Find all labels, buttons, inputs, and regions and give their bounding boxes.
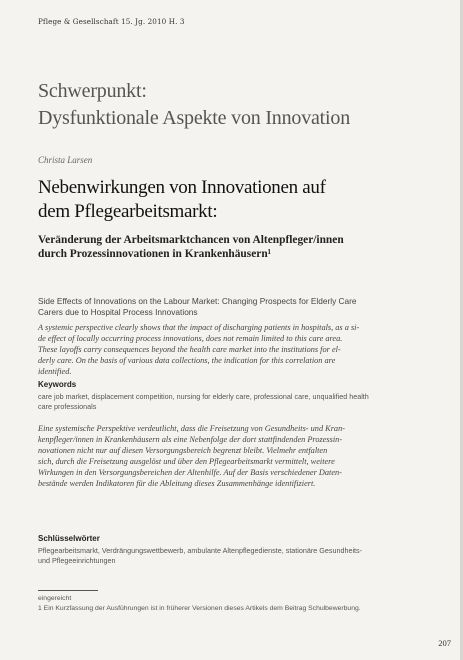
abstract-de-line: Eine systemische Perspektive verdeutlicht, dass die Freisetzung von Gesundheits- und Kran- — [38, 424, 345, 433]
article-subtitle-line-2: durch Prozessinnovationen in Krankenhäusern¹ — [38, 248, 272, 260]
schlusselworter-text — [38, 546, 448, 566]
abstract-de-line: Wirkungen in den Versorgungsbereichen der Altenhilfe. Auf der Basis verschiedener Daten- — [38, 468, 342, 477]
article-subtitle-line-1: Veränderung der Arbeitsmarktchancen von Altenpfleger/innen — [38, 234, 344, 246]
article-subtitle — [38, 233, 443, 261]
abstract-de-line: kenpfleger/innen in Krankenhäusern als eine Nebenfolge der dort stattfindenden Prozessin- — [38, 435, 343, 444]
section-title-line-2: Dysfunktionale Aspekte von Innovation — [38, 107, 350, 129]
section-title-line-1: Schwerpunkt: — [38, 80, 147, 102]
keywords-line: care job market, displacement competition, nursing for elderly care, professional care, unqualified health — [38, 392, 369, 401]
author-name: Christa Larsen — [38, 155, 93, 165]
keywords-text — [38, 392, 448, 412]
footnote-received: eingereicht — [38, 595, 72, 602]
page-number: 207 — [438, 638, 451, 648]
keywords-heading: Keywords — [38, 380, 77, 389]
abstract-english — [38, 322, 448, 377]
article-title-line-1: Nebenwirkungen von Innovationen auf — [38, 177, 326, 198]
abstract-en-line: de effect of locally occurring process innovations, does not remain limited to this care area. — [38, 334, 343, 343]
footnote-1: 1 Ein Kurzfassung der Ausführungen ist in früherer Versionen dieses Artikels dem Beitrag Schulbewerbung. — [38, 605, 361, 612]
english-title-line-2: Carers due to Hospital Process Innovations — [38, 307, 198, 317]
section-title — [38, 78, 350, 132]
schlusselworter-heading: Schlüsselwörter — [38, 534, 100, 543]
keywords-line: care professionals — [38, 402, 97, 411]
abstract-german — [38, 423, 448, 489]
english-title-line-1: Side Effects of Innovations on the Labour Market: Changing Prospects for Elderly Care — [38, 296, 357, 306]
article-title-line-2: dem Pflegearbeitsmarkt: — [38, 201, 218, 222]
article-title — [38, 176, 438, 224]
abstract-de-line: bestände werden Indikatoren für die Ableitung dieses Zusammenhänge identifiziert. — [38, 479, 316, 488]
schlusselworter-line: und Pflegeeinrichtungen — [38, 556, 116, 565]
abstract-de-line: novationen nicht nur auf diesen Versorgungsbereich begrenzt bleibt. Vielmehr entfalten — [38, 446, 328, 455]
abstract-en-line: identified. — [38, 367, 72, 376]
abstract-en-line: derly care. On the basis of various data collections, the indication for this correlation are — [38, 356, 336, 365]
abstract-de-line: sich, durch die Freisetzung ausgelöst und über den Pflegearbeitsmarkt vermittelt, weitere — [38, 457, 335, 466]
english-title — [38, 296, 448, 318]
schlusselworter-line: Pflegearbeitsmarkt, Verdrängungswettbewerb, ambulante Altenpflegedienste, stationäre Gesundheits- — [38, 546, 363, 555]
running-head: Pflege & Gesellschaft 15. Jg. 2010 H. 3 — [38, 17, 185, 26]
footnote-rule — [38, 590, 98, 591]
abstract-en-line: A systemic perspective clearly shows that the impact of discharging patients in hospitals, as a si- — [38, 323, 360, 332]
abstract-en-line: These layoffs carry consequences beyond the health care market into the institutions for el- — [38, 345, 341, 354]
